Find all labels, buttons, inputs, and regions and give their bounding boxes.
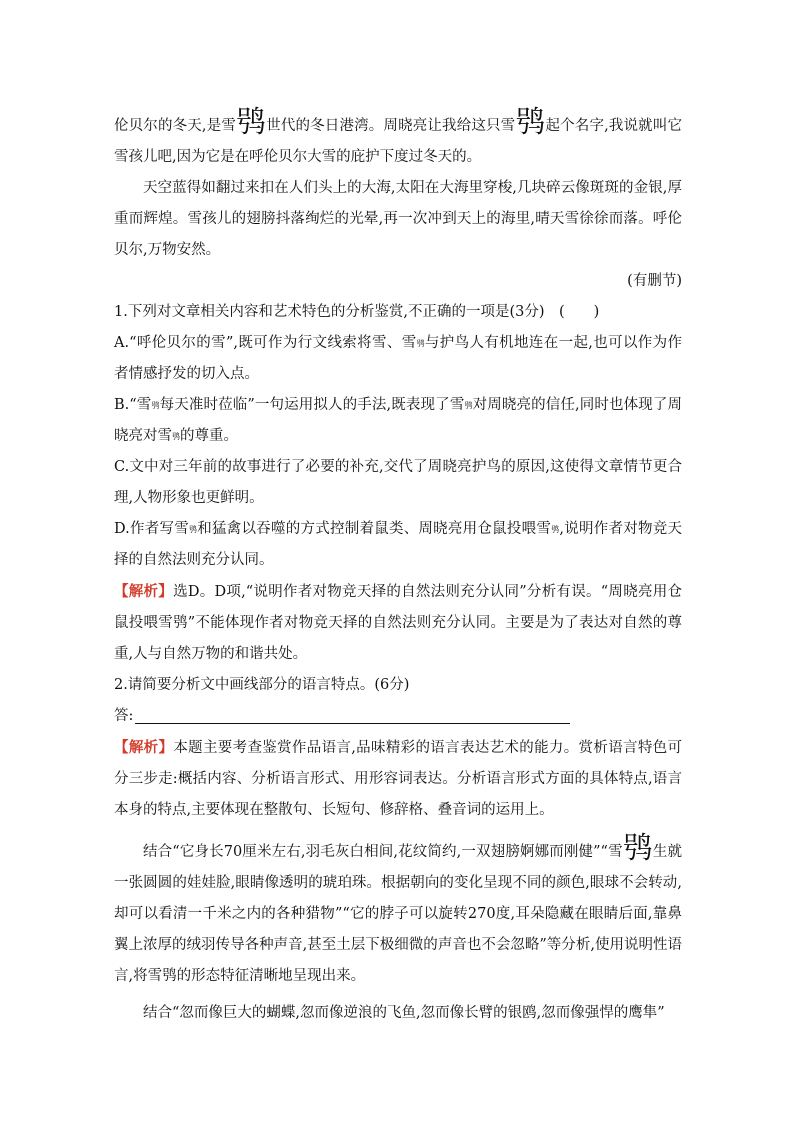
small-character: 鸮 (172, 432, 180, 441)
analysis-text: 选D。D项,“说明作者对物竞天择的自然法则充分认同”分析有误。“周晓亮用仓鼠投喂雪鸮”不能体现作者对物竞天择的自然法则充分认同。主要是为了表达对自然的尊重,人与自然万物的和谐共处。 (114, 584, 682, 662)
answer-line (114, 701, 682, 732)
text: 生就一张圆圆的娃娃脸,眼睛像透明的琥珀珠。根据朝向的变化呈现不同的颜色,眼球不会转动,却可以看清一千米之内的各种猎物”“它的脖子可以旋转270度,耳朵隐藏在眼睛后面,靠鼻翼上浓厚的绒羽传导各种声音,甚至土层下极细微的声音也不会忽略”等分析,使用说明性语言,将雪鸮的形态特征清晰地呈现出来。 (114, 844, 683, 984)
small-character: 鸮 (151, 401, 160, 410)
story-paragraph-2: 天空蓝得如翻过来扣在人们头上的大海,太阳在大海里穿梭,几块碎云像斑斑的金银,厚重而辉煌。雪孩儿的翅膀抖落绚烂的光晕,再一次冲到天上的海里,晴天雪徐徐而落。呼伦贝尔,万物安然。 (114, 180, 682, 258)
question-1-analysis (114, 576, 682, 670)
text: B.“雪 (114, 397, 152, 413)
analysis-text: 本题主要考查鉴赏作品语言,品味精彩的语言表达艺术的能力。赏析语言特色可分三步走:概括内容、分析语言形式、用形容词表达。分析语言形式方面的具体特点,语言本身的特点,主要体现在整散句、长短句、修辞格、叠音词的运用上。 (114, 740, 683, 818)
option-b (114, 390, 682, 452)
text: ,说明作者对物竞天择的自然法则充分认同。 (114, 521, 683, 568)
abridged-note: (有删节) (627, 273, 682, 289)
text: D.作者写雪 (114, 521, 189, 537)
text: 对周晓亮的信任,同时也体现了周晓亮对雪 (114, 397, 683, 444)
question-2-stem: 2.请简要分析文中画线部分的语言特点。(6分) (114, 677, 410, 693)
question-2-analysis (114, 732, 682, 826)
analysis-paragraph-3 (114, 831, 683, 992)
text: 伦贝尔的冬天,是雪 (114, 118, 237, 134)
text: 起个名字,我说就叫它雪孩儿吧,因为它是在呼伦贝尔大雪的庇护下度过冬天的。 (114, 118, 682, 165)
small-character: 鸮 (416, 339, 425, 348)
analysis-paragraph-4: 结合“忽而像巨大的蝴蝶,忽而像逆浪的飞鱼,忽而像长臂的银鸥,忽而像强悍的鹰隼” (143, 1005, 665, 1021)
analysis-tag: 【解析】 (114, 583, 174, 600)
answer-blank[interactable] (135, 722, 570, 724)
story-paragraph-1 (114, 105, 682, 173)
text: 和猛禽以吞噬的方式控制着鼠类、周晓亮用仓鼠投喂雪 (197, 521, 552, 537)
text: 的尊重。 (180, 428, 238, 444)
option-a (114, 328, 682, 390)
question-1-stem: 1.下列对文章相关内容和艺术特色的分析鉴赏,不正确的一项是(3分) ( ) (114, 304, 600, 320)
small-character: 鸮 (188, 525, 198, 534)
large-character: 鸮 (236, 105, 267, 140)
small-character: 鸮 (464, 401, 473, 410)
large-character: 鸮 (622, 831, 653, 866)
small-character: 鸮 (551, 525, 560, 534)
text: A.“呼伦贝尔的雪”,既可作为行文线索将雪、雪 (114, 335, 417, 351)
text: 每天准时莅临”一句运用拟人的手法,既表现了雪 (159, 397, 465, 413)
text: 结合“它身长70厘米左右,羽毛灰白相间,花纹简约,一双翅膀婀娜而刚健”“雪 (143, 844, 623, 860)
answer-label: 答: (114, 708, 134, 724)
option-d (114, 514, 682, 576)
text: 与护鸟人有机地连在一起,也可以作为作者情感抒发的切入点。 (114, 335, 683, 382)
large-character: 鸮 (515, 105, 546, 140)
option-c: C.文中对三年前的故事进行了必要的补充,交代了周晓亮护鸟的原因,这使得文章情节更合理,人物形象也更鲜明。 (114, 459, 682, 506)
analysis-tag: 【解析】 (114, 739, 174, 756)
text: 世代的冬日港湾。周晓亮让我给这只雪 (266, 118, 516, 134)
